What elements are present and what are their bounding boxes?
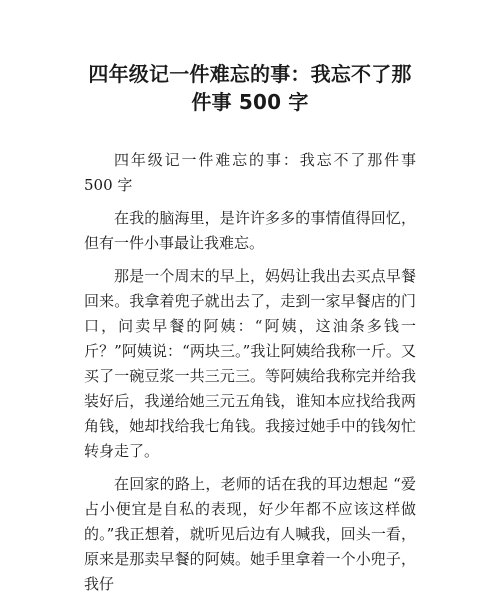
paragraph: 在我的脑海里，是许许多多的事情值得回忆，但有一件小事最让我难忘。: [84, 209, 416, 252]
document-body: [84, 148, 416, 597]
paragraph: 那是一个周末的早上，妈妈让我出去买点早餐回来。我拿着兜子就出去了，走到一家早餐店的门口，问卖早餐的阿姨：“阿姨，这油条多钱一斤？”阿姨说：“两块三。”我让阿姨给我称一斤。又买了一碗豆浆一共三元三。等阿姨给我称完并给我装好后，我递给她三元五角钱，谁知本应找给我两角钱，她却找给我七角钱。我接过她手中的钱匆忙转身走了。: [84, 267, 416, 460]
paragraph: 四年级记一件难忘的事：我忘不了那件事 500 字: [84, 151, 416, 194]
paragraph: 在回家的路上，老师的话在我的耳边想起 “爱占小便宜是自私的表现，好少年都不应该这样做的。”我正想着，就听见后边有人喊我，回头一看，原来是那卖早餐的阿姨。她手里拿着一个小兜子，我仔: [84, 475, 416, 593]
document-title: 四年级记一件难忘的事：我忘不了那件事 500 字: [88, 62, 412, 114]
